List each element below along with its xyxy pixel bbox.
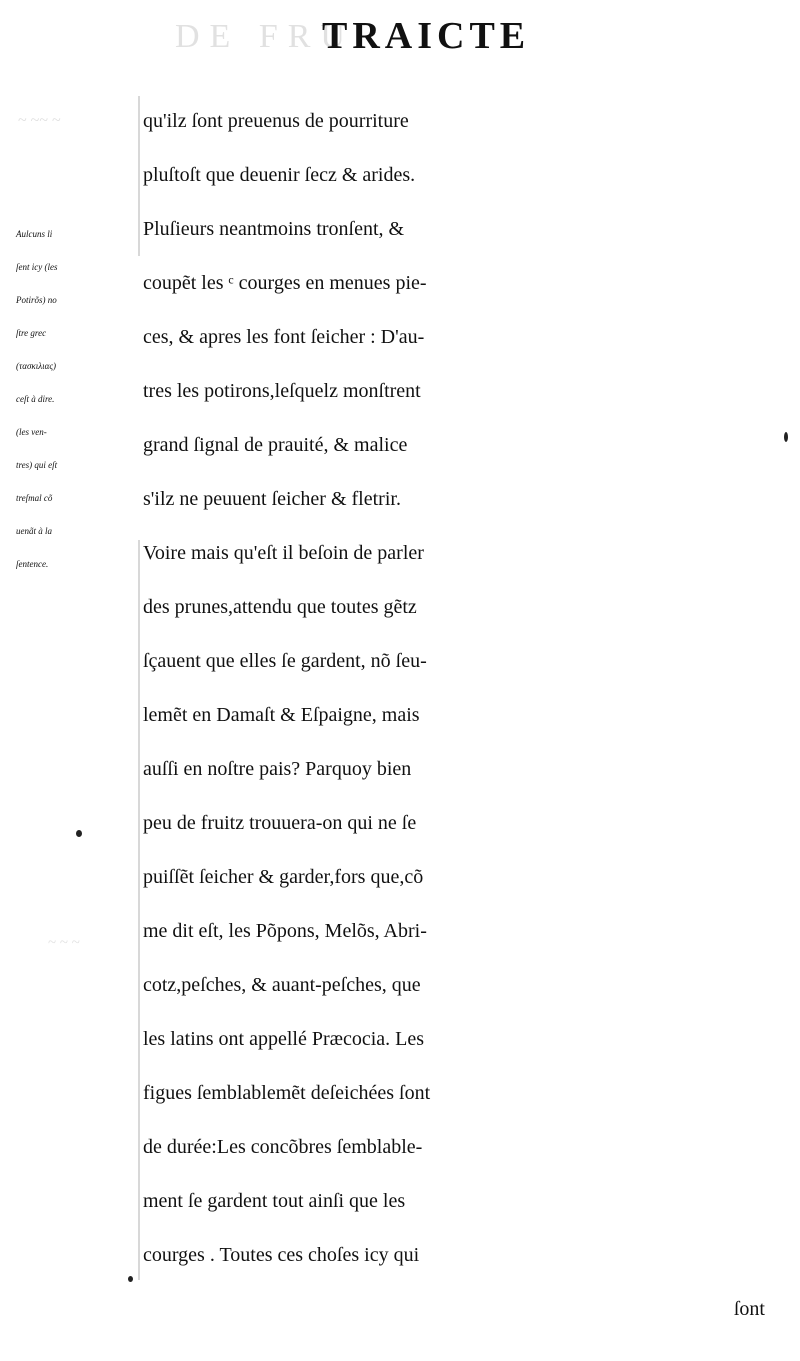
- margin-note-line: ſtre grec: [16, 328, 47, 338]
- text-line: puiſſẽt ſeicher & garder,fors que,cõ: [143, 866, 424, 888]
- text-line: des prunes,attendu que toutes gẽtz: [143, 596, 417, 618]
- text-line: les latins ont appellé Præcocia. Les: [143, 1028, 425, 1050]
- text-line: qu'ilz ſont preuenus de pourriture: [143, 110, 409, 132]
- text-line: me dit eſt, les Põpons, Melõs, Abri-: [143, 920, 427, 942]
- text-line: peu de fruitz trouuera-on qui ne ſe: [143, 812, 417, 834]
- show-through-text: DE FRUI: [175, 18, 377, 55]
- catchword: ſont: [733, 1298, 765, 1320]
- margin-note-line: Potirõs) no: [16, 295, 57, 305]
- margin-note-line: ceſt à dire.: [16, 394, 55, 404]
- running-head: TRAICTE: [322, 15, 531, 57]
- text-line: coupẽt les ᶜ courges en menues pie-: [143, 272, 427, 294]
- show-through-margin-top: ~ ~~ ~: [18, 112, 61, 129]
- text-line: Pluſieurs neantmoins tronſent, &: [143, 218, 405, 240]
- margin-note-line: tres) qui eſt: [16, 460, 58, 470]
- ink-speck: [128, 1276, 133, 1282]
- text-line: ſçauent que elles ſe gardent, nõ ſeu-: [143, 650, 427, 672]
- text-line: tres les potirons,leſquelz monſtrent: [143, 380, 421, 402]
- text-line: auſſi en noſtre pais? Parquoy bien: [143, 758, 412, 780]
- text-line: ces, & apres les font ſeicher : D'au-: [143, 326, 425, 348]
- text-line: grand ſignal de prauité, & malice: [143, 434, 408, 456]
- text-line: pluſtoſt que deuenir ſecz & arides.: [143, 164, 416, 186]
- margin-note-line: ſent icy (les: [16, 262, 58, 272]
- margin-note: [16, 218, 144, 581]
- ink-speck: [76, 830, 82, 837]
- margin-note-line: ſentence.: [16, 559, 49, 569]
- margin-note-line: Aulcuns li: [16, 229, 53, 239]
- text-line: ment ſe gardent tout ainſi que les: [143, 1190, 406, 1212]
- text-line: s'ilz ne peuuent ſeicher & fletrir.: [143, 488, 401, 510]
- text-line: cotz,peſches, & auant-peſches, que: [143, 974, 421, 996]
- text-line: de durée:Les concõbres ſemblable-: [143, 1136, 423, 1158]
- margin-note-line: (les ven-: [16, 427, 47, 437]
- text-line: lemẽt en Damaſt & Eſpaigne, mais: [143, 704, 420, 726]
- text-line: courges . Toutes ces choſes icy qui: [143, 1244, 420, 1266]
- main-text: [143, 94, 783, 1336]
- margin-note-line: uenãt à la: [16, 526, 52, 536]
- margin-note-line: treſmal cõ: [16, 493, 53, 503]
- text-line: figues ſemblablemẽt deſeichées ſont: [143, 1082, 431, 1104]
- ink-speck: [784, 432, 788, 442]
- page-rule: [138, 540, 140, 1280]
- text-line: Voire mais qu'eſt il beſoin de parler: [143, 542, 424, 564]
- margin-note-line: (τασκιλιας): [16, 361, 56, 371]
- show-through-margin-bottom: ~ ~ ~: [48, 935, 80, 951]
